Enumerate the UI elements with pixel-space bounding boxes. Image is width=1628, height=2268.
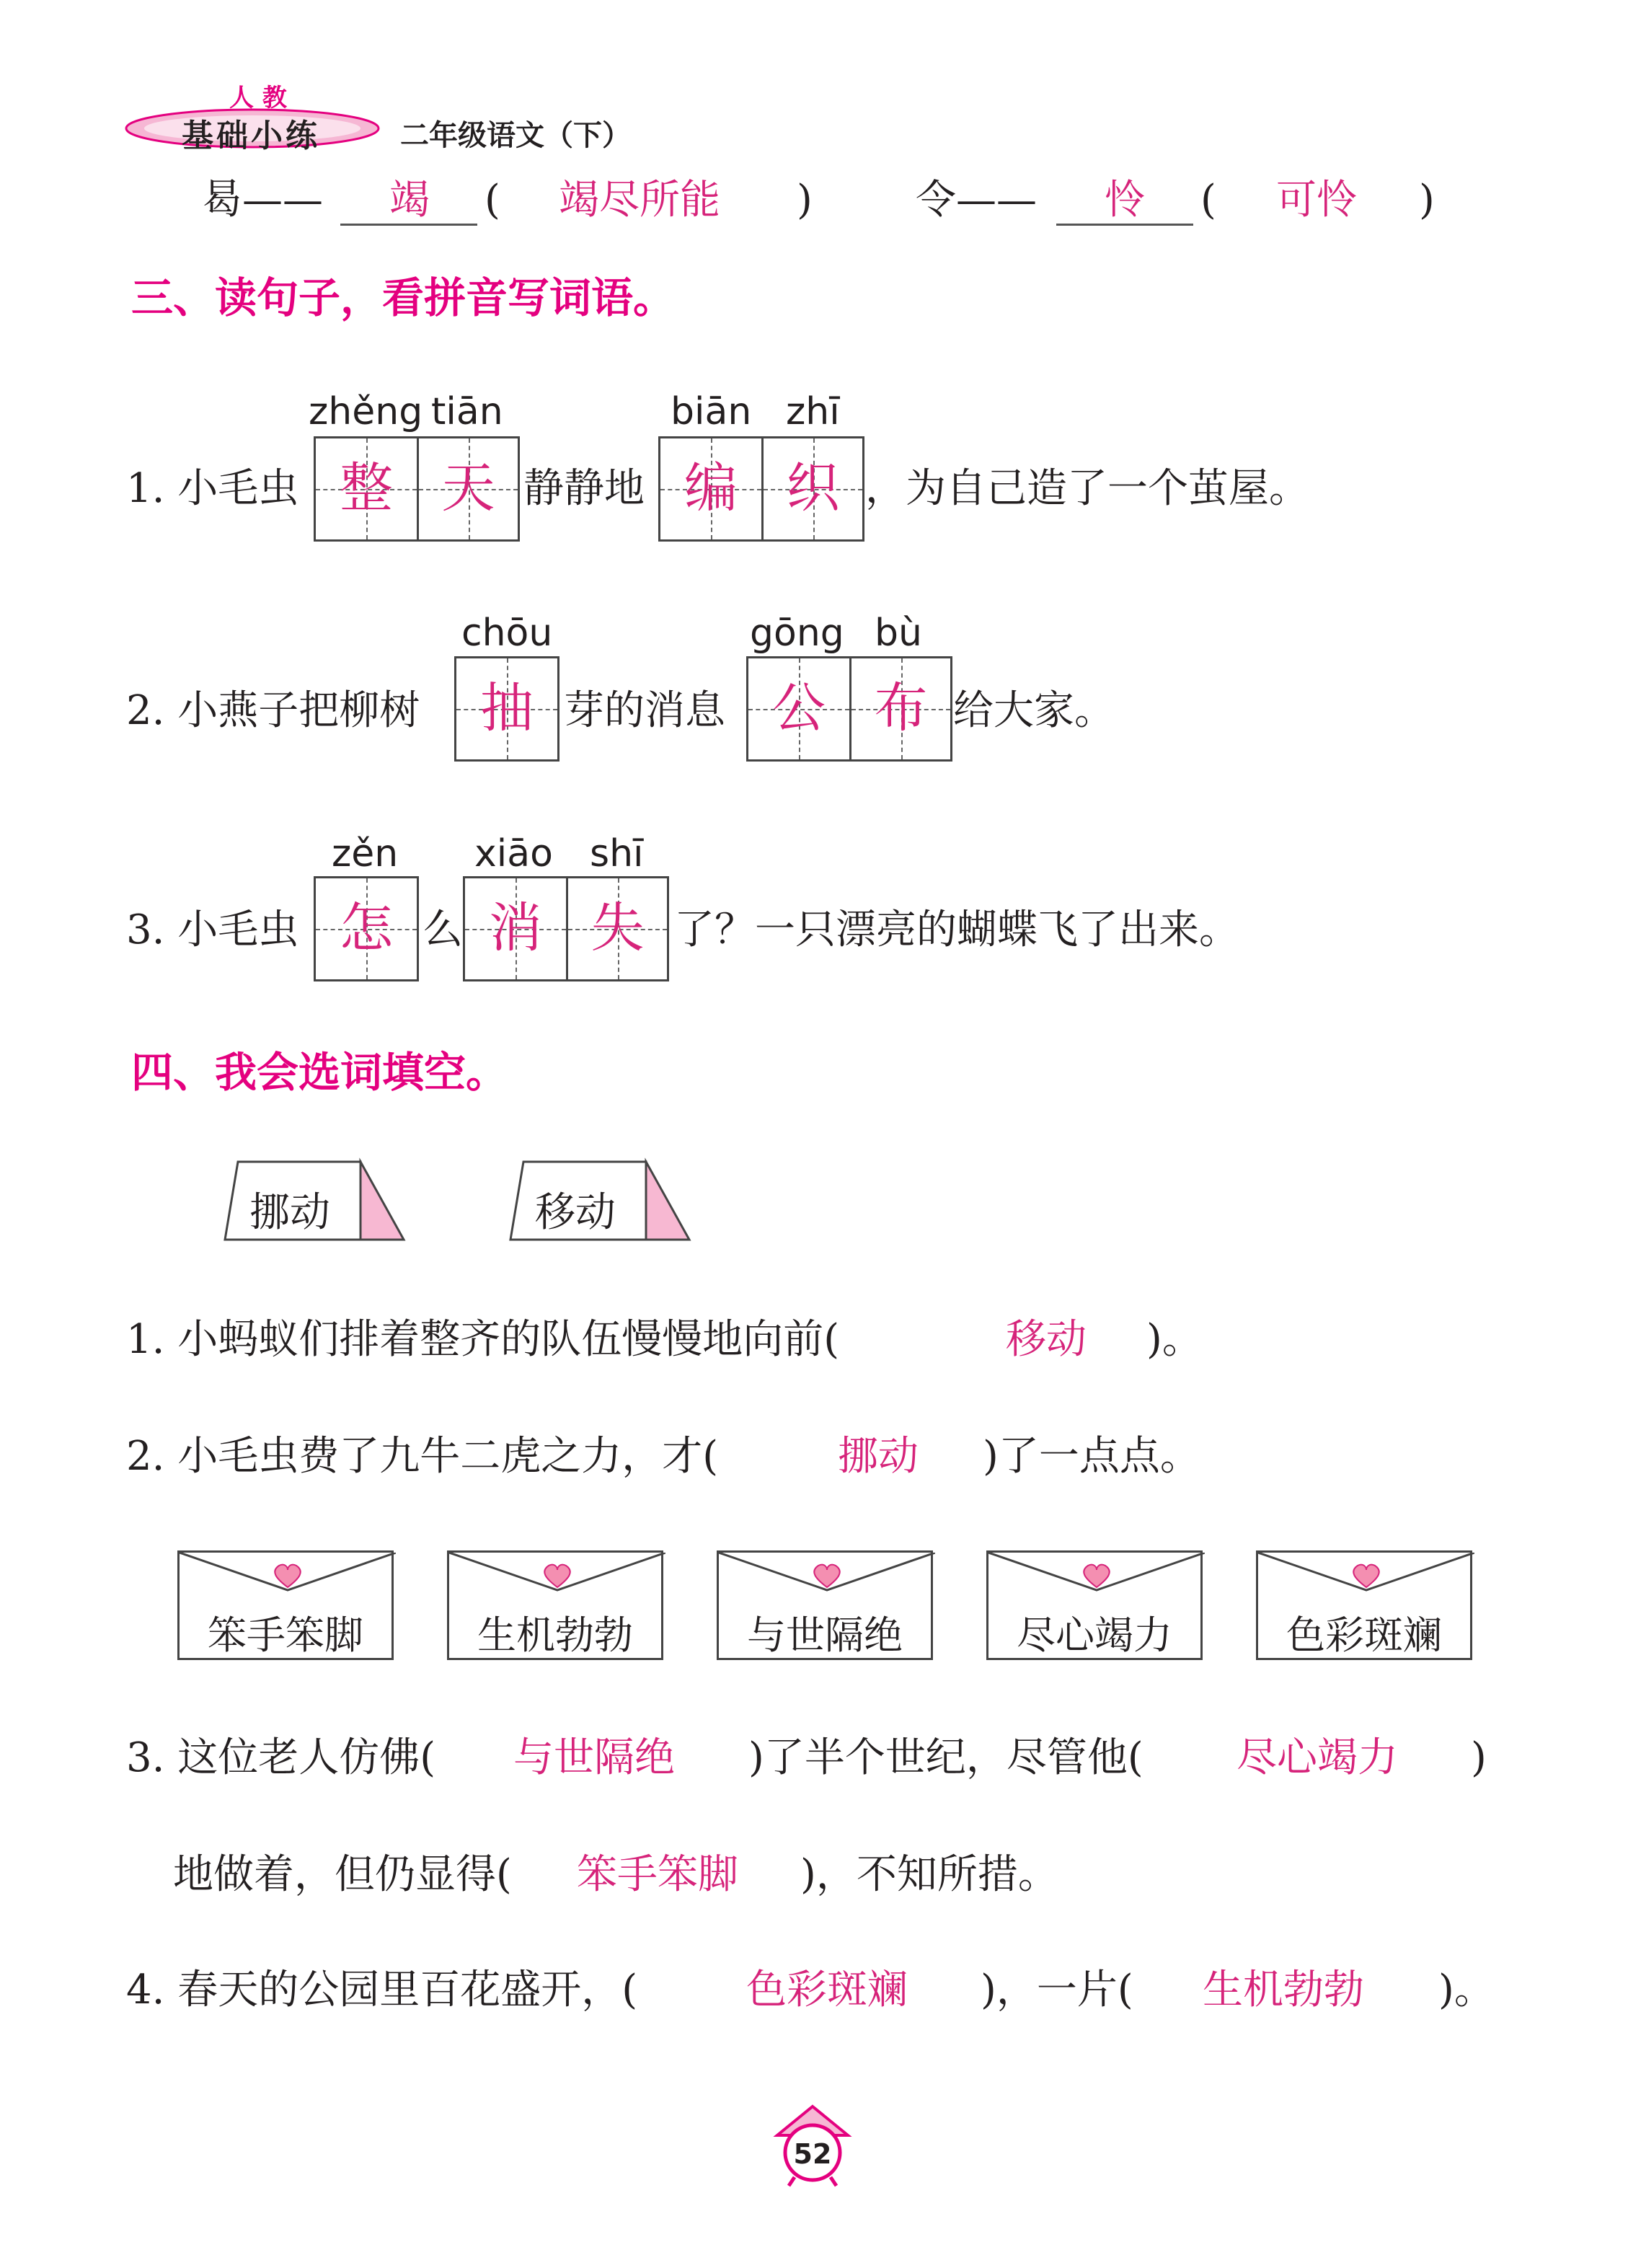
s1-answer-2b: 织 — [786, 457, 840, 519]
q3-answer-3: 笨手笨脚 — [577, 1851, 738, 1898]
s3-answer-2b: 失 — [590, 897, 645, 959]
s2-suffix: 给大家。 — [953, 687, 1115, 734]
envelope-3-label: 与世隔绝 — [747, 1612, 903, 1658]
page-number: 52 — [793, 2138, 832, 2170]
word-pair-1-answer-char: 竭 — [389, 177, 430, 224]
word-pair-1-answer-word: 竭尽所能 — [559, 177, 720, 224]
grid-cell — [660, 438, 761, 539]
heart-icon — [180, 1553, 396, 1610]
s1-answer-1b: 天 — [441, 457, 495, 519]
s1-pinyin-2a: biān — [671, 390, 752, 433]
grid-cell — [417, 438, 518, 539]
s3-grid-1 — [314, 876, 419, 981]
envelope-4 — [986, 1550, 1203, 1660]
s2-answer-1a: 抽 — [480, 677, 534, 739]
word-pair-1-close-paren: ) — [797, 177, 813, 224]
grid-cell — [748, 658, 849, 759]
word-pair-2-close-paren: ) — [1419, 177, 1435, 224]
s1-prefix: 1. 小毛虫 — [126, 465, 299, 512]
s3-prefix: 3. 小毛虫 — [126, 906, 299, 953]
s3-answer-1a: 怎 — [340, 897, 393, 959]
envelope-2 — [447, 1550, 663, 1660]
word-card-1 — [224, 1157, 404, 1244]
grid-cell — [849, 658, 950, 759]
word-card-1-label: 挪动 — [249, 1189, 330, 1236]
word-pair-2-base: 令—— — [916, 177, 1037, 224]
q2-suffix: )了一点点。 — [983, 1433, 1200, 1480]
word-pair-1-open-paren: ( — [485, 177, 500, 224]
word-card-2-label: 移动 — [535, 1189, 616, 1236]
word-card-2 — [509, 1157, 689, 1244]
s2-pinyin-1a: chōu — [461, 612, 553, 655]
q3-middle: )了半个世纪，尽管他( — [748, 1734, 1143, 1781]
envelope-5-label: 色彩斑斓 — [1286, 1612, 1442, 1658]
s2-answer-2a: 公 — [772, 677, 826, 739]
grid-cell — [456, 658, 557, 759]
book-title: 二年级语文（下） — [400, 119, 631, 152]
s3-grid-2 — [463, 876, 669, 981]
q3-prefix: 3. 这位老人仿佛( — [126, 1734, 436, 1781]
envelope-3 — [717, 1550, 933, 1660]
word-pair-2-answer-word: 可怜 — [1276, 177, 1357, 224]
s2-prefix: 2. 小燕子把柳树 — [126, 687, 420, 734]
envelope-4-label: 尽心竭力 — [1017, 1612, 1172, 1658]
q3-line2-prefix: 地做着，但仍显得( — [173, 1851, 512, 1898]
q3-close-paren: ) — [1471, 1734, 1487, 1781]
s1-suffix: ，为自己造了一个茧屋。 — [865, 465, 1309, 512]
heart-icon — [1258, 1553, 1474, 1610]
grid-cell — [316, 878, 417, 979]
s3-pinyin-1a: zěn — [332, 832, 399, 875]
envelope-2-label: 生机勃勃 — [477, 1612, 633, 1658]
s1-answer-2a: 编 — [684, 457, 738, 519]
s3-pinyin-2a: xiāo — [474, 832, 553, 875]
q2-answer: 挪动 — [838, 1433, 919, 1480]
heart-icon — [988, 1553, 1205, 1610]
word-pair-2-answer-char: 怜 — [1105, 177, 1145, 224]
grid-cell — [566, 878, 667, 979]
q4-answer-2: 生机勃勃 — [1203, 1967, 1364, 2013]
q4-prefix: 4. 春天的公园里百花盛开，( — [126, 1967, 638, 2013]
q4-close-paren: )。 — [1438, 1967, 1495, 2013]
word-pair-1-base: 曷—— — [202, 177, 323, 224]
s2-pinyin-2b: bù — [875, 612, 922, 655]
q4-answer-1: 色彩斑斓 — [746, 1967, 908, 2013]
s2-middle: 芽的消息 — [564, 687, 725, 734]
page-number-badge — [773, 2102, 852, 2189]
s3-middle: 么 — [423, 906, 463, 953]
q1-suffix: )。 — [1146, 1316, 1203, 1363]
s3-suffix: 了？一只漂亮的蝴蝶飞了出来。 — [674, 906, 1239, 953]
s1-answer-1a: 整 — [340, 457, 393, 519]
s1-middle: 静静地 — [523, 465, 645, 512]
grid-cell — [761, 438, 862, 539]
header — [123, 72, 642, 159]
grid-cell — [316, 438, 417, 539]
q3-line2-suffix: )，不知所措。 — [800, 1851, 1058, 1898]
envelope-5 — [1256, 1550, 1472, 1660]
s1-grid-1 — [314, 436, 520, 542]
grid-cell — [465, 878, 566, 979]
q3-answer-1: 与世隔绝 — [513, 1734, 675, 1781]
q4-middle: )，一片( — [981, 1967, 1133, 2013]
s1-pinyin-2b: zhī — [786, 390, 840, 433]
s2-grid-2 — [746, 656, 952, 762]
word-pair-2-open-paren: ( — [1200, 177, 1216, 224]
envelope-1 — [177, 1550, 394, 1660]
q2-prefix: 2. 小毛虫费了九牛二虎之力，才( — [126, 1433, 719, 1480]
publisher-label: 人 教 — [229, 84, 287, 112]
s1-pinyin-1b: tiān — [431, 390, 503, 433]
q3-answer-2: 尽心竭力 — [1237, 1734, 1398, 1781]
s2-answer-2b: 布 — [874, 677, 928, 739]
section-4-title: 四、我会选词填空。 — [131, 1048, 508, 1097]
heart-icon — [719, 1553, 935, 1610]
s2-grid-1 — [454, 656, 559, 762]
s3-answer-2a: 消 — [489, 897, 542, 959]
s1-pinyin-1a: zhěng — [309, 390, 423, 433]
series-badge: 基础小练 — [182, 118, 320, 154]
s1-grid-2 — [658, 436, 864, 542]
q1-answer: 移动 — [1006, 1316, 1087, 1363]
s2-pinyin-2a: gōng — [750, 612, 844, 655]
envelope-1-label: 笨手笨脚 — [208, 1612, 363, 1658]
heart-icon — [449, 1553, 665, 1610]
section-3-title: 三、读句子，看拼音写词语。 — [131, 273, 676, 322]
s3-pinyin-2b: shī — [590, 832, 644, 875]
q1-prefix: 1. 小蚂蚁们排着整齐的队伍慢慢地向前( — [126, 1316, 840, 1363]
